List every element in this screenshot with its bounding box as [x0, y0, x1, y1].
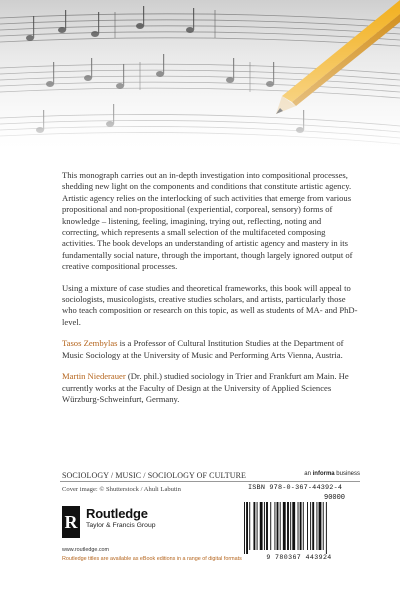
informa-brand: informa	[312, 471, 335, 477]
back-cover-description	[62, 170, 358, 415]
routledge-logo-icon	[62, 506, 80, 538]
publisher-group: Taylor & Francis Group	[86, 522, 156, 529]
author-name: Tasos Zembylas	[62, 338, 118, 349]
sheet-music-illustration	[0, 0, 400, 155]
publisher-name: Routledge	[86, 506, 148, 521]
cover-photo-sheet-music	[0, 0, 400, 155]
ebook-availability-note: Routledge titles are available as eBook editions in a range of digital formats	[62, 556, 242, 562]
barcode-bar	[287, 502, 289, 550]
barcode-bar	[290, 502, 291, 550]
barcode-bar	[257, 502, 258, 550]
barcode-bar	[312, 502, 314, 550]
isbn-label: ISBN 978-0-367-44392-4	[248, 484, 343, 492]
author-bio-zembylas	[62, 338, 358, 361]
subject-categories: SOCIOLOGY / MUSIC / SOCIOLOGY OF CULTURE	[62, 471, 247, 480]
barcode-bars	[240, 502, 358, 554]
barcode-bar	[264, 502, 265, 550]
author-bio-niederauer	[62, 371, 358, 405]
price-code: 90000	[324, 494, 346, 502]
barcode-bar	[298, 502, 299, 550]
author-bio-text: is a Professor of Cultural Institution Studies at the Department of Music Sociology at the University of Music and Performing Arts Vienna, Austria.	[62, 338, 344, 360]
barcode-bar	[292, 502, 295, 550]
description-paragraph: This monograph carries out an in-depth investigation into compositional processes, shedding new light on the components and conditions that constitute artistic agency. Artistic agency relies on the interlocking of such activities that emerge from various propositional and non-propositional (experiential, corporeal, sensory) forms of knowledge – listening, feeling, imagining, trying out, reflecting, noting and correcting, which represents a small selection of the multifaceted composing activities. The book develops an understanding of artistic agency and mastery in its fundamentally social nature, through the important, though largely ignored output of creative compositional processes.	[62, 170, 353, 272]
barcode-bar	[253, 502, 255, 550]
svg-text:R: R	[64, 512, 78, 532]
barcode-bar	[307, 502, 308, 550]
barcode-bar	[300, 502, 302, 550]
barcode-bar	[323, 502, 324, 550]
informa-business-tag	[304, 471, 360, 477]
barcode-bar	[260, 502, 263, 550]
divider	[60, 481, 360, 482]
barcode-bar	[326, 502, 327, 554]
barcode-bar	[303, 502, 304, 550]
barcode-digits: 9 780367 443924	[266, 554, 332, 561]
audience-paragraph: Using a mixture of case studies and theoretical frameworks, this book will appeal to sociologists, musicologists, creative studies scholars, and artists, particularly those who teach composition or research on this topic, as well as students of MA- and PhD-level.	[62, 282, 358, 327]
barcode-bar	[266, 502, 268, 550]
cover-image-credit: Cover image: © Shutterstock / Ahuli Labutin	[62, 486, 181, 493]
barcode-bar	[310, 502, 311, 550]
barcode-bar	[316, 502, 317, 550]
barcode-bar	[244, 502, 245, 554]
barcode-bar	[270, 502, 271, 550]
barcode-bar	[280, 502, 281, 550]
barcode-bar	[277, 502, 279, 550]
barcode-bar	[249, 502, 250, 550]
publisher-website[interactable]: www.routledge.com	[62, 547, 110, 553]
author-name: Martin Niederauer	[62, 371, 126, 382]
barcode-bar	[246, 502, 248, 554]
informa-suffix: business	[334, 471, 360, 477]
isbn-barcode	[240, 484, 358, 564]
barcode-bar	[283, 502, 286, 550]
informa-prefix: an	[304, 471, 313, 477]
publisher-block	[62, 504, 232, 544]
author-bio-text: (Dr. phil.) studied sociology in Trier and Frankfurt am Main. He currently works at the Faculty of Design at the University of Applied Sciences Würzburg-Schweinfurt, Germany.	[62, 371, 349, 404]
barcode-bar	[274, 502, 275, 550]
barcode-bar	[319, 502, 322, 550]
